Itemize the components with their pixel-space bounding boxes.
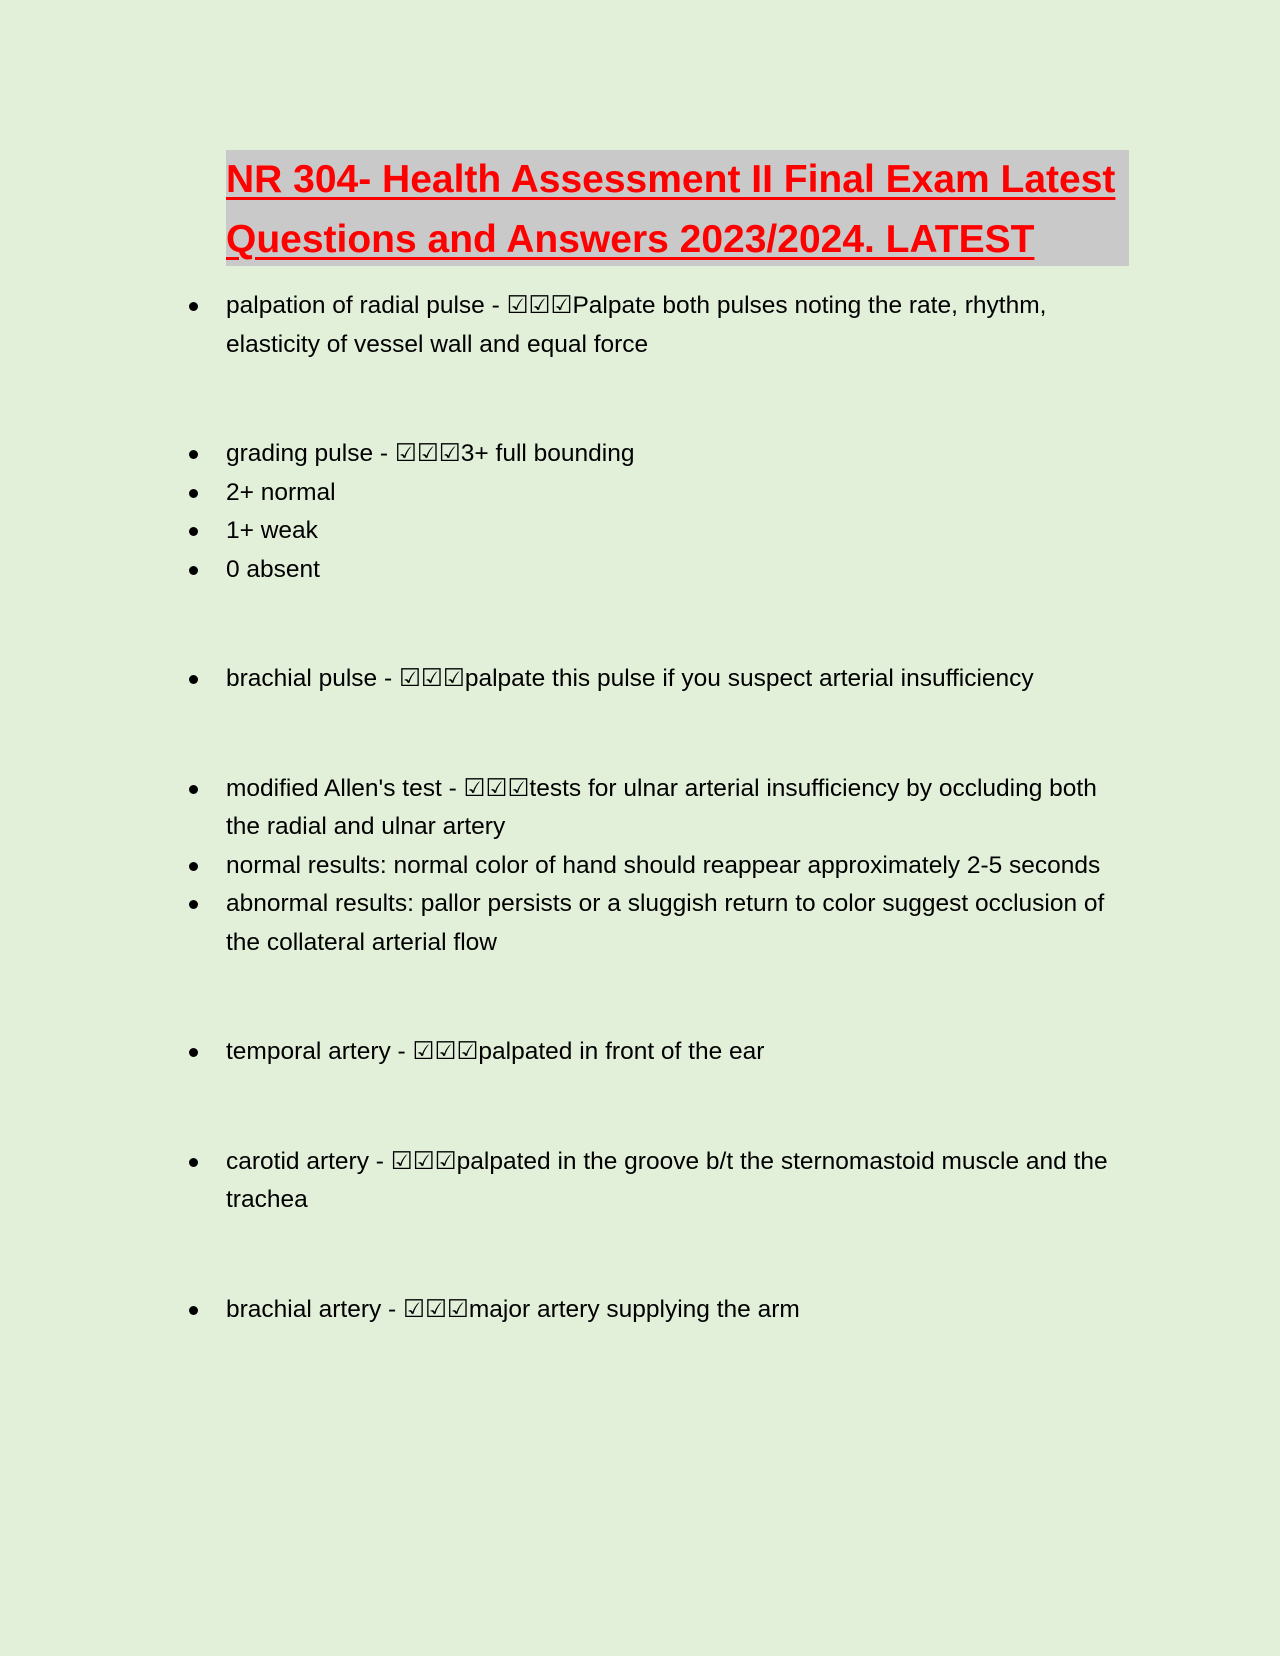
title-line-2: Questions and Answers 2023/2024. LATEST (226, 218, 1035, 261)
list-item: normal results: normal color of hand should reappear approximately 2-5 seconds (226, 847, 1136, 886)
list-item: 0 absent (226, 551, 1136, 590)
document-title (226, 150, 1136, 270)
list-item: palpation of radial pulse - ☑☑☑Palpate both pulses noting the rate, rhythm, elasticity of vessel wall and equal force (226, 287, 1136, 364)
list-item: grading pulse - ☑☑☑3+ full bounding (226, 435, 1136, 474)
list-item: carotid artery - ☑☑☑palpated in the groove b/t the sternomastoid muscle and the trachea (226, 1143, 1136, 1220)
list-item: modified Allen's test - ☑☑☑tests for ulnar arterial insufficiency by occluding both the radial and ulnar artery (226, 770, 1136, 847)
bullet-list (226, 287, 1136, 1329)
list-item: 1+ weak (226, 512, 1136, 551)
list-item: brachial artery - ☑☑☑major artery supplying the arm (226, 1291, 1136, 1330)
list-item: brachial pulse - ☑☑☑palpate this pulse if you suspect arterial insufficiency (226, 660, 1136, 699)
list-item: 2+ normal (226, 474, 1136, 513)
title-line-1: NR 304- Health Assessment II Final Exam Latest (226, 158, 1116, 201)
list-item: abnormal results: pallor persists or a sluggish return to color suggest occlusion of the collateral arterial flow (226, 885, 1136, 962)
list-item: temporal artery - ☑☑☑palpated in front of the ear (226, 1033, 1136, 1072)
